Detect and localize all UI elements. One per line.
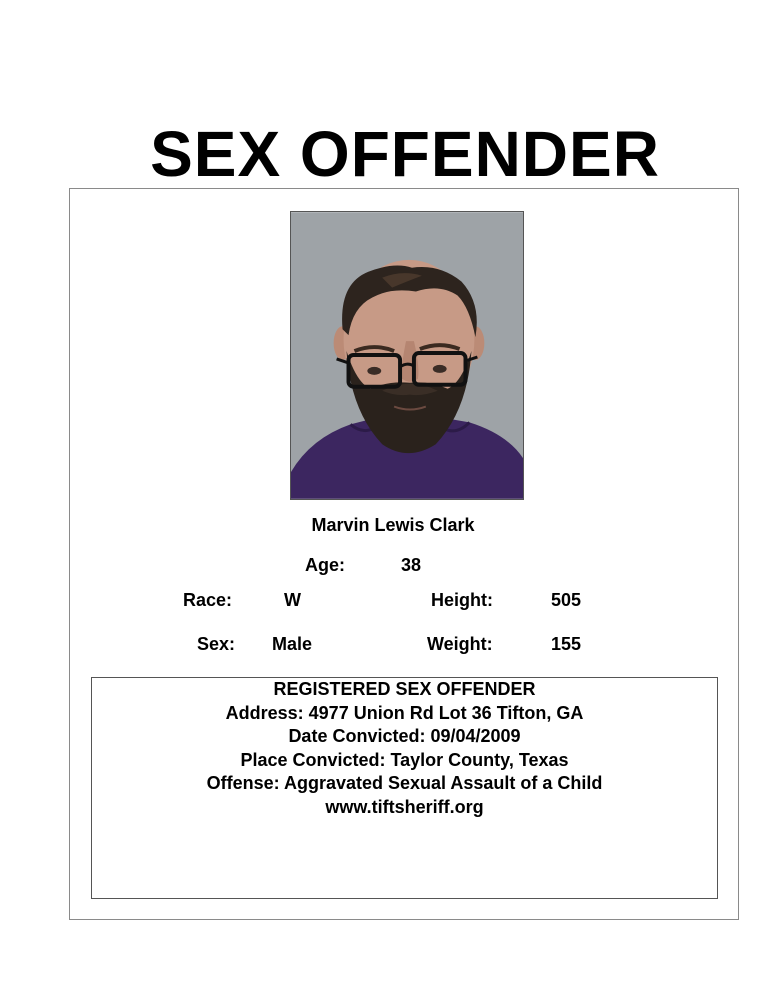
mugshot-illustration: [291, 212, 523, 499]
registry-address: Address: 4977 Union Rd Lot 36 Tifton, GA: [225, 702, 584, 723]
height-value: 505: [551, 590, 582, 610]
race-label: Race:: [183, 590, 233, 610]
age-label: Age:: [305, 555, 345, 575]
height-label: Height:: [431, 590, 493, 610]
weight-label: Weight:: [427, 634, 493, 654]
poster-headline: SEX OFFENDER: [150, 118, 660, 190]
sex-value: Male: [272, 634, 313, 654]
offender-name: Marvin Lewis Clark: [311, 515, 475, 535]
registry-offense: Offense: Aggravated Sexual Assault of a Child: [206, 773, 603, 793]
mugshot-photo: [290, 211, 524, 500]
registry-heading: REGISTERED SEX OFFENDER: [273, 679, 536, 699]
registry-website-link[interactable]: www.tiftsheriff.org: [325, 796, 484, 817]
weight-value: 155: [551, 634, 582, 654]
age-value: 38: [401, 555, 422, 575]
registry-info-text: [91, 678, 718, 819]
sex-label: Sex:: [197, 634, 236, 654]
registry-place-convicted: Place Convicted: Taylor County, Texas: [240, 749, 569, 770]
registry-date-convicted: Date Convicted: 09/04/2009: [288, 726, 521, 746]
race-value: W: [284, 590, 301, 610]
